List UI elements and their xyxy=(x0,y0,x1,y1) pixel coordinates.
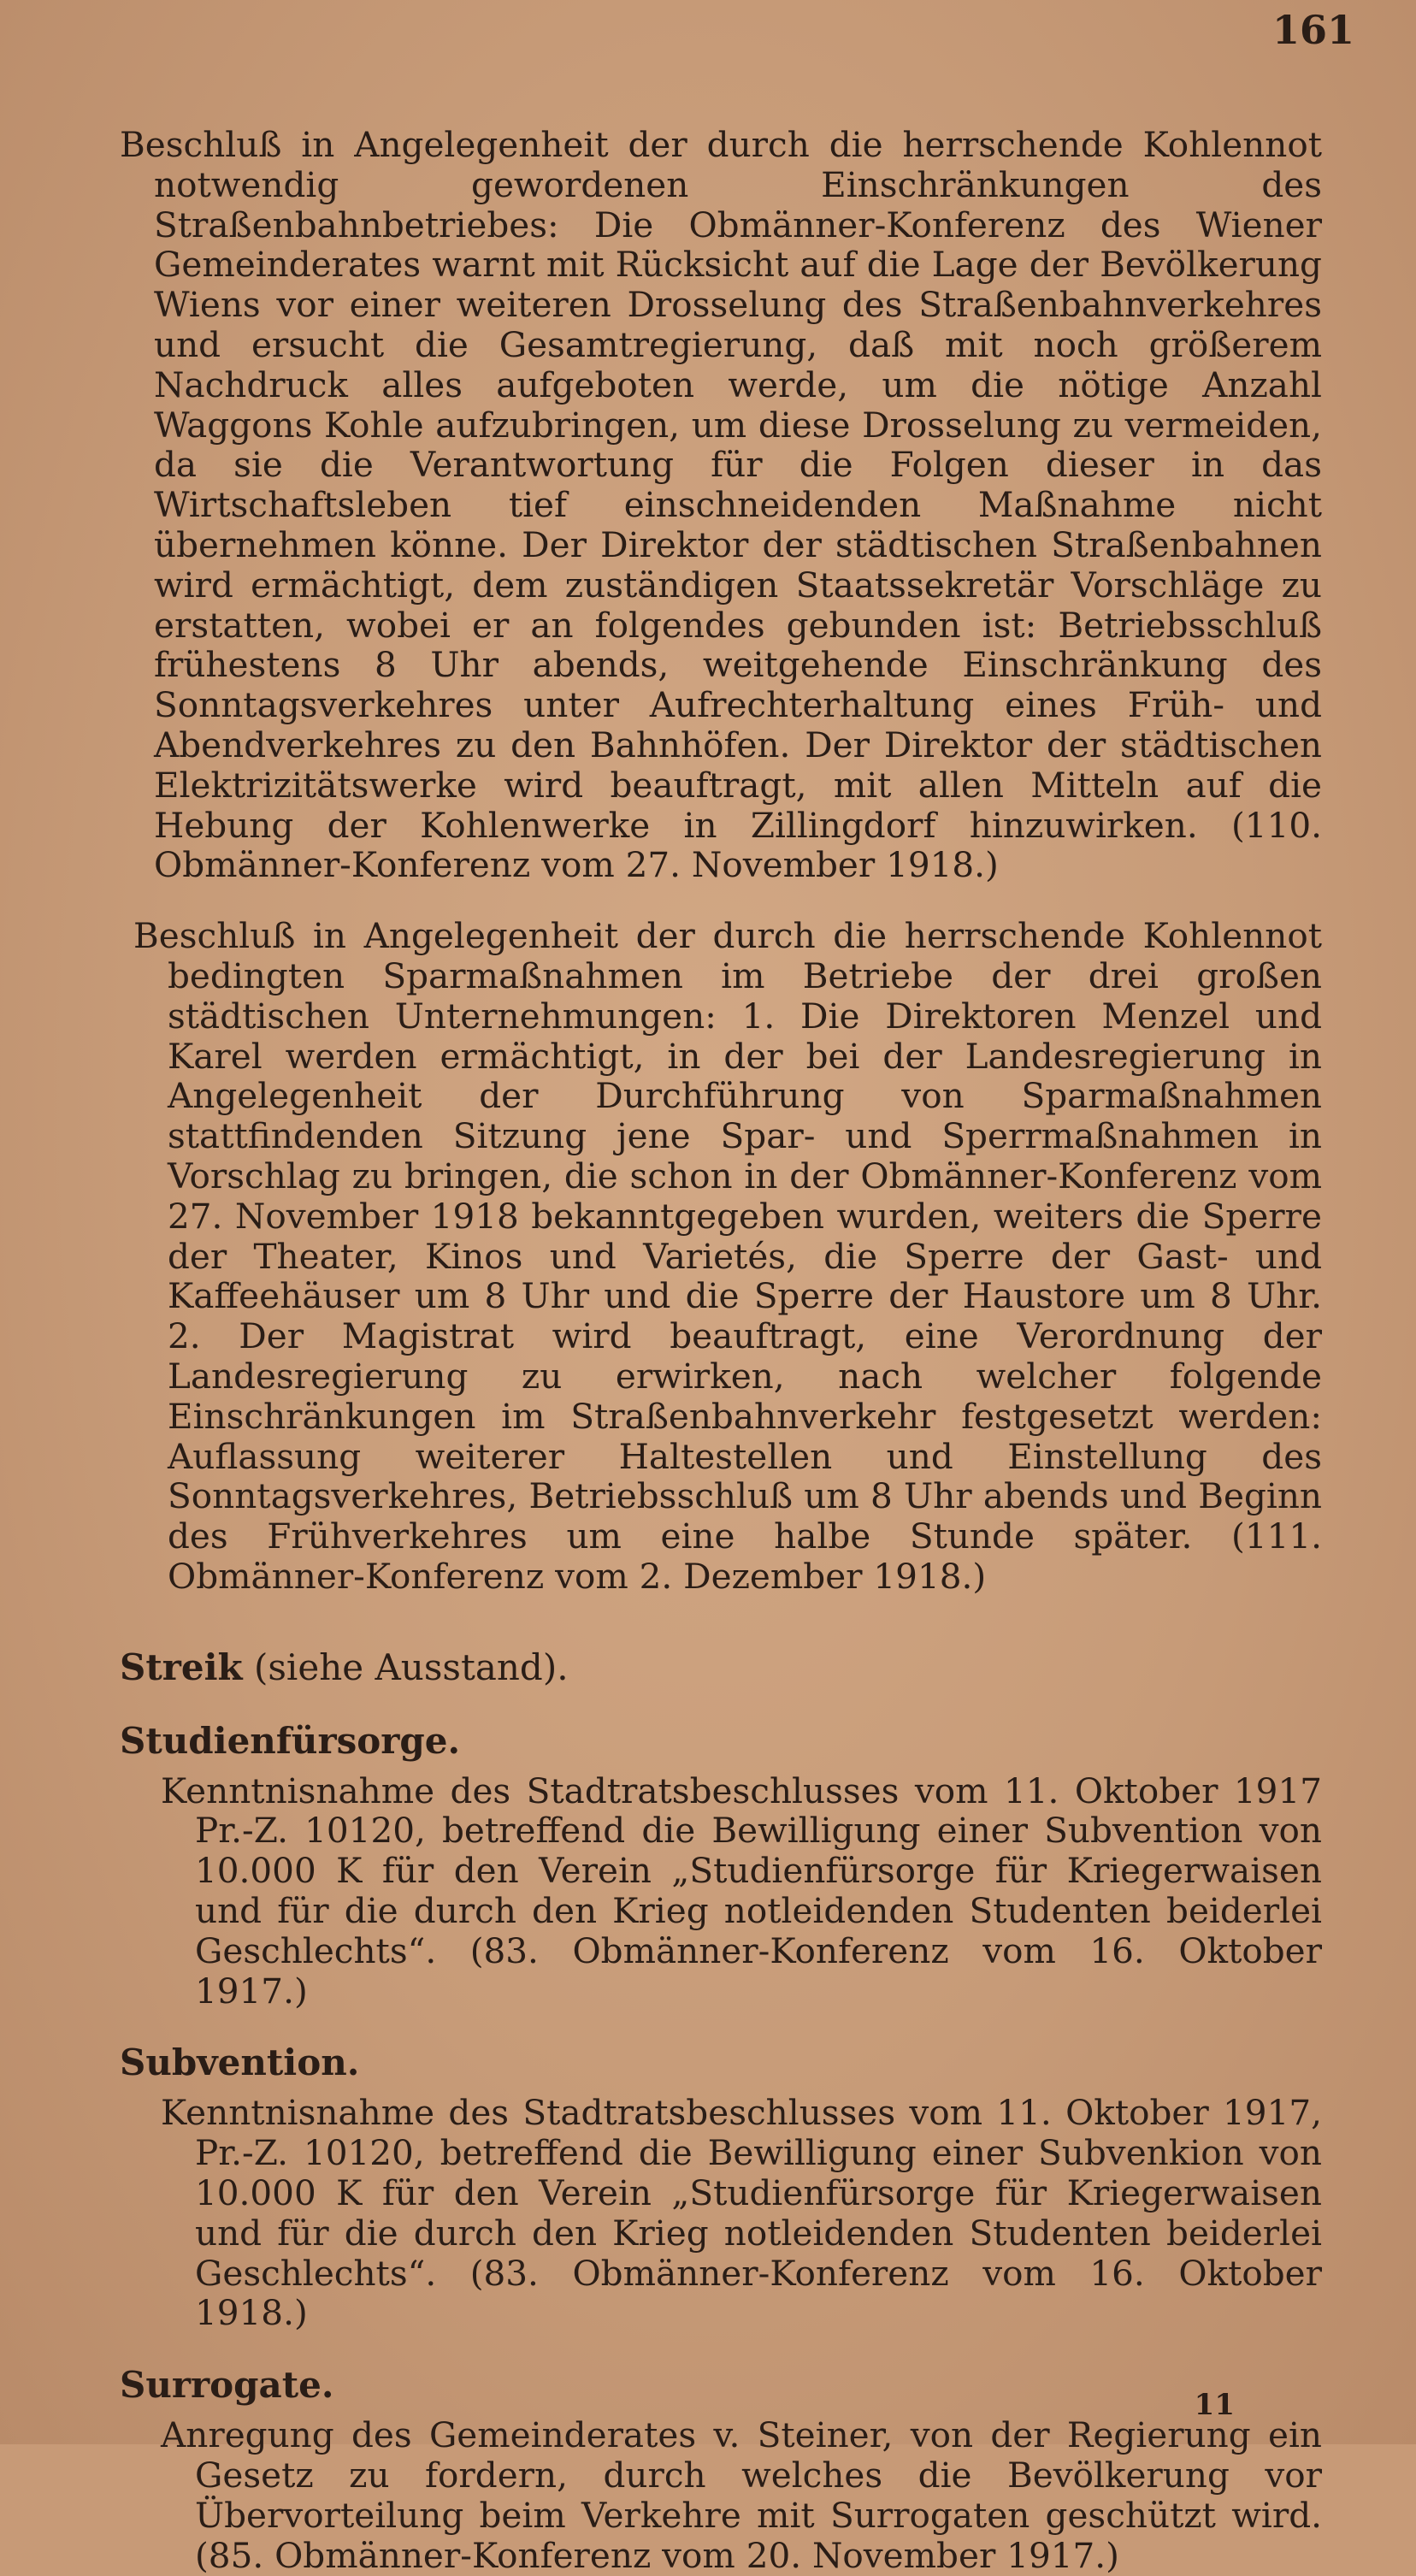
index-section-surrogate xyxy=(120,2364,1322,2575)
section-heading xyxy=(120,1646,1322,1689)
page-number: 161 xyxy=(1271,7,1354,53)
page-content xyxy=(120,125,1322,2575)
resolution-text: Beschluß in Angelegenheit der durch die herrschende Kohlennot notwendig gewordenen Einschränkungen des Straßenbahnbetriebes: Die Obmänner-Konferenz des Wiener Gemeinderates warnt mit Rücksicht auf die Lage der Bevölkerung Wiens vor einer weiteren Drosselung des Straßenbahnverkehres und ersucht die Gesamtregierung, daß mit noch größerem Nachdruck alles aufgeboten werde, um die nötige Anzahl Waggons Kohle aufzubringen, um diese Drosselung zu vermeiden, da sie die Verantwortung für die Folgen dieser in das Wirtschaftsleben tief einschneidenden Maßnahme nicht übernehmen könne. Der Direktor der städtischen Straßenbahnen wird ermächtigt, dem zuständigen Staatssekretär Vorschläge zu erstatten, wobei er an folgendes gebunden ist: Betriebsschluß frühestens 8 Uhr abends, weitgehende Einschränkung des Sonntagsverkehres unter Aufrechterhaltung eines Früh- und Abendverkehres zu den Bahnhöfen. Der Direktor der städtischen Elektrizitätswerke wird beauftragt, mit allen Mitteln auf die Hebung der Kohlenwerke in Zillingdorf hinzuwirken. (110. Obmänner-Konferenz vom 27. November 1918.) xyxy=(120,124,1322,886)
section-text: Kenntnisnahme des Stadtratsbeschlusses vom 11. Oktober 1917 Pr.-Z. 10120, betreffend die Bewilligung einer Subvention von 10.000 K für den Verein „Studienfürsorge für Kriegerwaisen und für die durch den Krieg notleidenden Studenten beiderlei Geschlechts“. (83. Obmänner-Konferenz vom 16. Oktober 1917.) xyxy=(161,1770,1322,2012)
section-heading-note: (siehe Ausstand). xyxy=(242,1645,569,1688)
section-heading-title: Streik xyxy=(120,1645,243,1688)
index-section-streik xyxy=(120,1646,1322,1689)
resolution-entry xyxy=(120,125,1322,885)
index-section-studienfuersorge xyxy=(120,1720,1322,2012)
resolution-text: Beschluß in Angelegenheit der durch die herrschende Kohlennot bedingten Sparmaßnahmen im Betriebe der drei großen städtischen Unternehmungen: 1. Die Direktoren Menzel und Karel werden ermächtigt, in der bei der Landesregierung in Angelegenheit der Durchführung von Sparmaßnahmen stattfindenden Sitzung jene Spar- und Sperrmaßnahmen in Vorschlag zu bringen, die schon in der Obmänner-Konferenz vom 27. November 1918 bekanntgegeben wurden, weiters die Sperre der Theater, Kinos und Varietés, die Sperre der Gast- und Kaffeehäuser um 8 Uhr und die Sperre der Haustore um 8 Uhr. 2. Der Magistrat wird beauftragt, eine Verordnung der Landesregierung zu erwirken, nach welcher folgende Einschränkungen im Straßenbahnverkehr festgesetzt werden: Auflassung weiterer Haltestellen und Einstellung des Sonntagsverkehres, Betriebsschluß um 8 Uhr abends und Beginn des Frühverkehres um eine halbe Stunde später. (111. Obmänner-Konferenz vom 2. Dezember 1918.) xyxy=(133,915,1322,1597)
resolution-entry xyxy=(120,916,1322,1597)
section-text: Kenntnisnahme des Stadtratsbeschlusses vom 11. Oktober 1917, Pr.-Z. 10120, betreffend die Bewilligung einer Subvenkion von 10.000 K für den Verein „Studienfürsorge für Kriegerwaisen und für die durch den Krieg notleidenden Studenten beiderlei Geschlechts“. (83. Obmänner-Konferenz vom 16. Oktober 1918.) xyxy=(161,2092,1322,2334)
section-heading: Surrogate. xyxy=(120,2364,334,2407)
section-heading: Studienfürsorge. xyxy=(120,1719,461,1762)
index-section-subvention xyxy=(120,2041,1322,2333)
signature-mark: 11 xyxy=(1194,2388,1235,2422)
section-heading: Subvention. xyxy=(120,2041,360,2084)
section-text: Anregung des Gemeinderates v. Steiner, von der Regierung ein Gesetz zu fordern, durch welches die Bevölkerung vor Übervorteilung beim Verkehre mit Surrogaten geschützt wird. (85. Obmänner-Konferenz vom 20. November 1917.) xyxy=(161,2414,1322,2576)
